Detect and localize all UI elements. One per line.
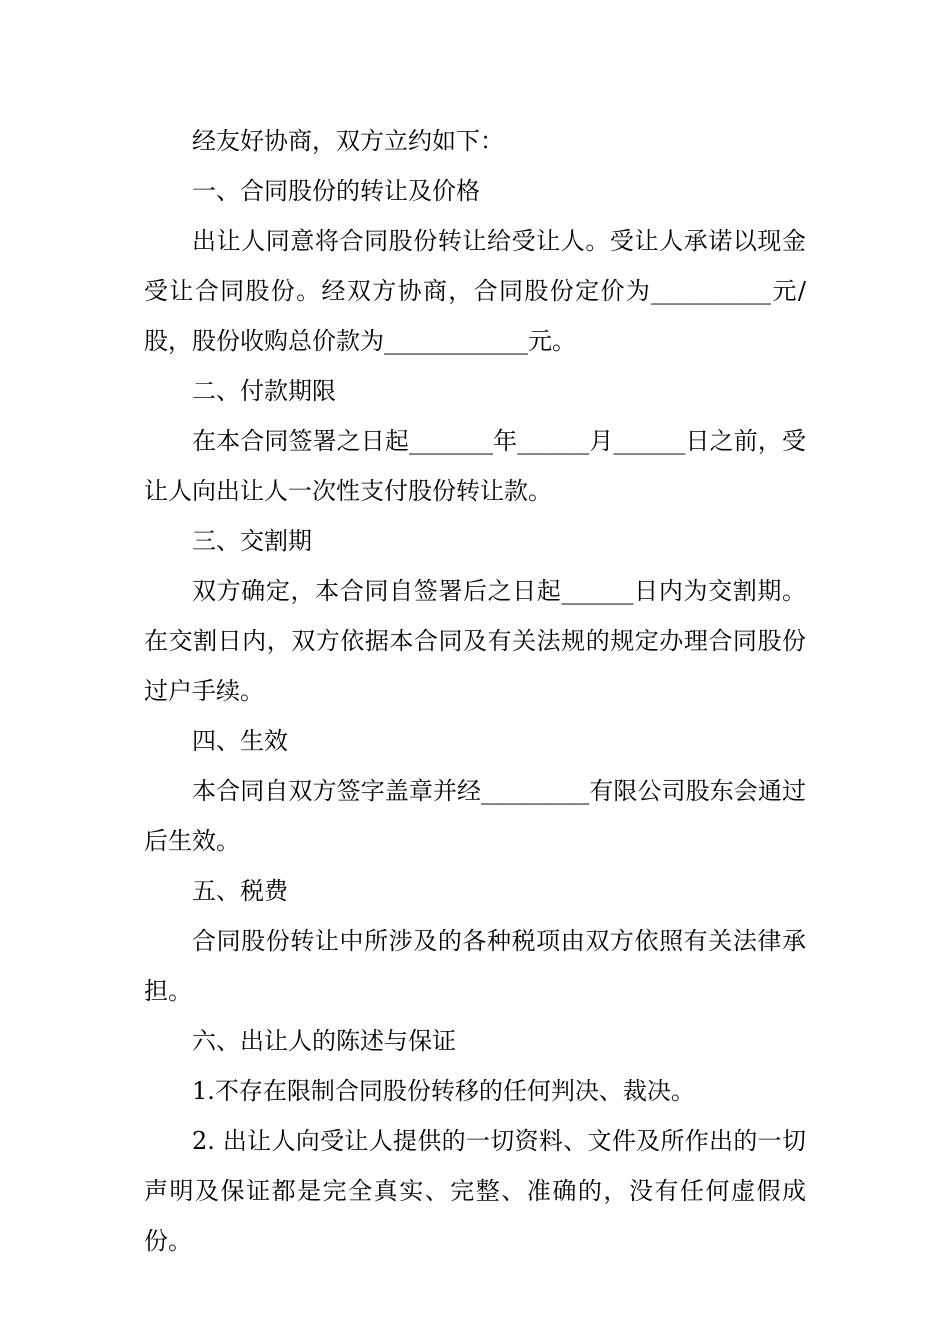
- section-heading-delivery-period: 三、交割期: [192, 527, 312, 555]
- paragraph-taxes: 合同股份转让中所涉及的各种税项由双方依照有关法律承担。: [144, 927, 806, 1005]
- document-body: [144, 116, 806, 1266]
- paragraph-delivery-period: 双方确定，本合同自签署后之日起______日内为交割期。在交割日内，双方依据本合同及有关法规的规定办理合同股份过户手续。: [144, 577, 806, 705]
- paragraph-transfer-price: 出让人同意将合同股份转让给受让人。受让人承诺以现金受让合同股份。经双方协商，合同股份定价为__________元/股，股份收购总价款为____________元。: [144, 227, 806, 355]
- section-heading-payment-term: 二、付款期限: [192, 377, 336, 405]
- section-heading-representations: 六、出让人的陈述与保证: [192, 1027, 456, 1055]
- section-heading-effectiveness: 四、生效: [192, 727, 288, 755]
- section-heading-transfer-price: 一、合同股份的转让及价格: [192, 177, 480, 205]
- paragraph-payment-term: 在本合同签署之日起_______年______月______日之前，受让人向出让人一次性支付股份转让款。: [144, 427, 806, 505]
- list-item-representation-1: 1.不存在限制合同股份转移的任何判决、裁决。: [192, 1077, 695, 1105]
- section-heading-taxes: 五、税费: [192, 877, 288, 905]
- paragraph-effectiveness: 本合同自双方签字盖章并经_________有限公司股东会通过后生效。: [144, 777, 806, 855]
- list-item-representation-2: 2. 出让人向受让人提供的一切资料、文件及所作出的一切声明及保证都是完全真实、完整、准确的，没有任何虚假成份。: [144, 1127, 806, 1255]
- intro-paragraph: 经友好协商，双方立约如下：: [192, 127, 504, 155]
